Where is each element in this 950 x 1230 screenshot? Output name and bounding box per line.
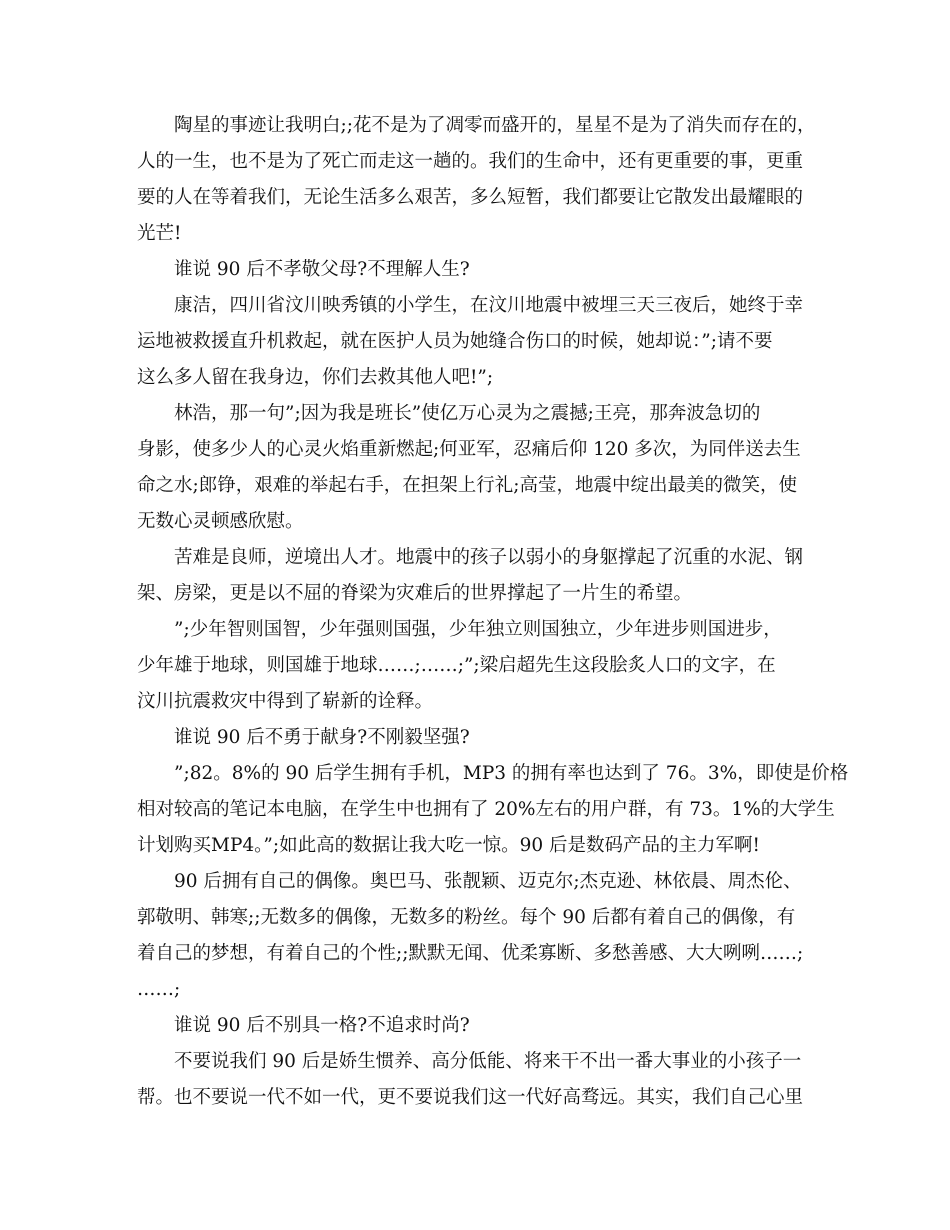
- text-line: 无数心灵顿感欣慰。: [137, 511, 304, 532]
- section-heading: 谁说 90 后不别具一格?不追求时尚?: [174, 1015, 470, 1036]
- section-heading: 谁说 90 后不孝敬父母?不理解人生?: [174, 259, 470, 280]
- text-line: 命之水;郎铮，艰难的举起右手，在担架上行礼;高莹，地震中绽出最美的微笑，使: [137, 475, 797, 496]
- text-line: ”;少年智则国智，少年强则国强，少年独立则国独立，少年进步则国进步，: [174, 619, 782, 640]
- text-line: 相对较高的笔记本电脑，在学生中也拥有了 20%左右的用户群，有 73。1%的大学生: [137, 799, 835, 820]
- section-heading: 谁说 90 后不勇于献身?不刚毅坚强?: [174, 727, 470, 748]
- text-line: 苦难是良师，逆境出人才。地震中的孩子以弱小的身躯撑起了沉重的水泥、钢: [174, 547, 804, 568]
- text-line: ……;: [137, 979, 181, 1000]
- text-line: 要的人在等着我们，无论生活多么艰苦，多么短暂，我们都要让它散发出最耀眼的: [137, 187, 804, 208]
- text-line: 人的一生，也不是为了死亡而走这一趟的。我们的生命中，还有更重要的事，更重: [137, 151, 804, 172]
- text-line: 着自己的梦想，有着自己的个性;;默默无闻、优柔寡断、多愁善感、大大咧咧……;: [137, 943, 804, 964]
- text-line: 帮。也不要说一代不如一代，更不要说我们这一代好高骛远。其实，我们自己心里: [137, 1087, 804, 1108]
- text-line: 林浩，那一句”;因为我是班长”使亿万心灵为之震撼;王亮，那奔波急切的: [174, 403, 761, 424]
- text-line: 90 后拥有自己的偶像。奥巴马、张靓颖、迈克尔;杰克逊、林依晨、周杰伦、: [174, 871, 802, 892]
- text-line: 运地被救援直升机救起，就在医护人员为她缝合伤口的时候，她却说：”;请不要: [137, 331, 773, 352]
- text-line: 身影，使多少人的心灵火焰重新燃起;何亚军，忍痛后仰 120 多次，为同伴送去生: [137, 439, 801, 460]
- text-line: 汶川抗震救灾中得到了崭新的诠释。: [137, 691, 434, 712]
- text-line: 架、房梁，更是以不屈的脊梁为灾难后的世界撑起了一片生的希望。: [137, 583, 693, 604]
- text-line: 康洁，四川省汶川映秀镇的小学生，在汶川地震中被埋三天三夜后，她终于幸: [174, 295, 804, 316]
- text-line: 陶星的事迹让我明白;;花不是为了凋零而盛开的，星星不是为了消失而存在的，: [174, 115, 816, 136]
- text-line: ”;82。8%的 90 后学生拥有手机，MP3 的拥有率也达到了 76。3%，即使是价格: [174, 763, 849, 784]
- text-line: 不要说我们 90 后是娇生惯养、高分低能、将来干不出一番大事业的小孩子一: [174, 1051, 802, 1072]
- text-line: 光芒!: [137, 223, 182, 244]
- text-line: 少年雄于地球，则国雄于地球……;……;”;梁启超先生这段脍炙人口的文字，在: [137, 655, 776, 676]
- text-line: 这么多人留在我身边，你们去救其他人吧!”;: [137, 367, 494, 388]
- text-line: 郭敬明、韩寒;;无数多的偶像，无数多的粉丝。每个 90 后都有着自己的偶像，有: [137, 907, 796, 928]
- text-line: 计划购买MP4。”;如此高的数据让我大吃一惊。90 后是数码产品的主力军啊!: [137, 835, 760, 856]
